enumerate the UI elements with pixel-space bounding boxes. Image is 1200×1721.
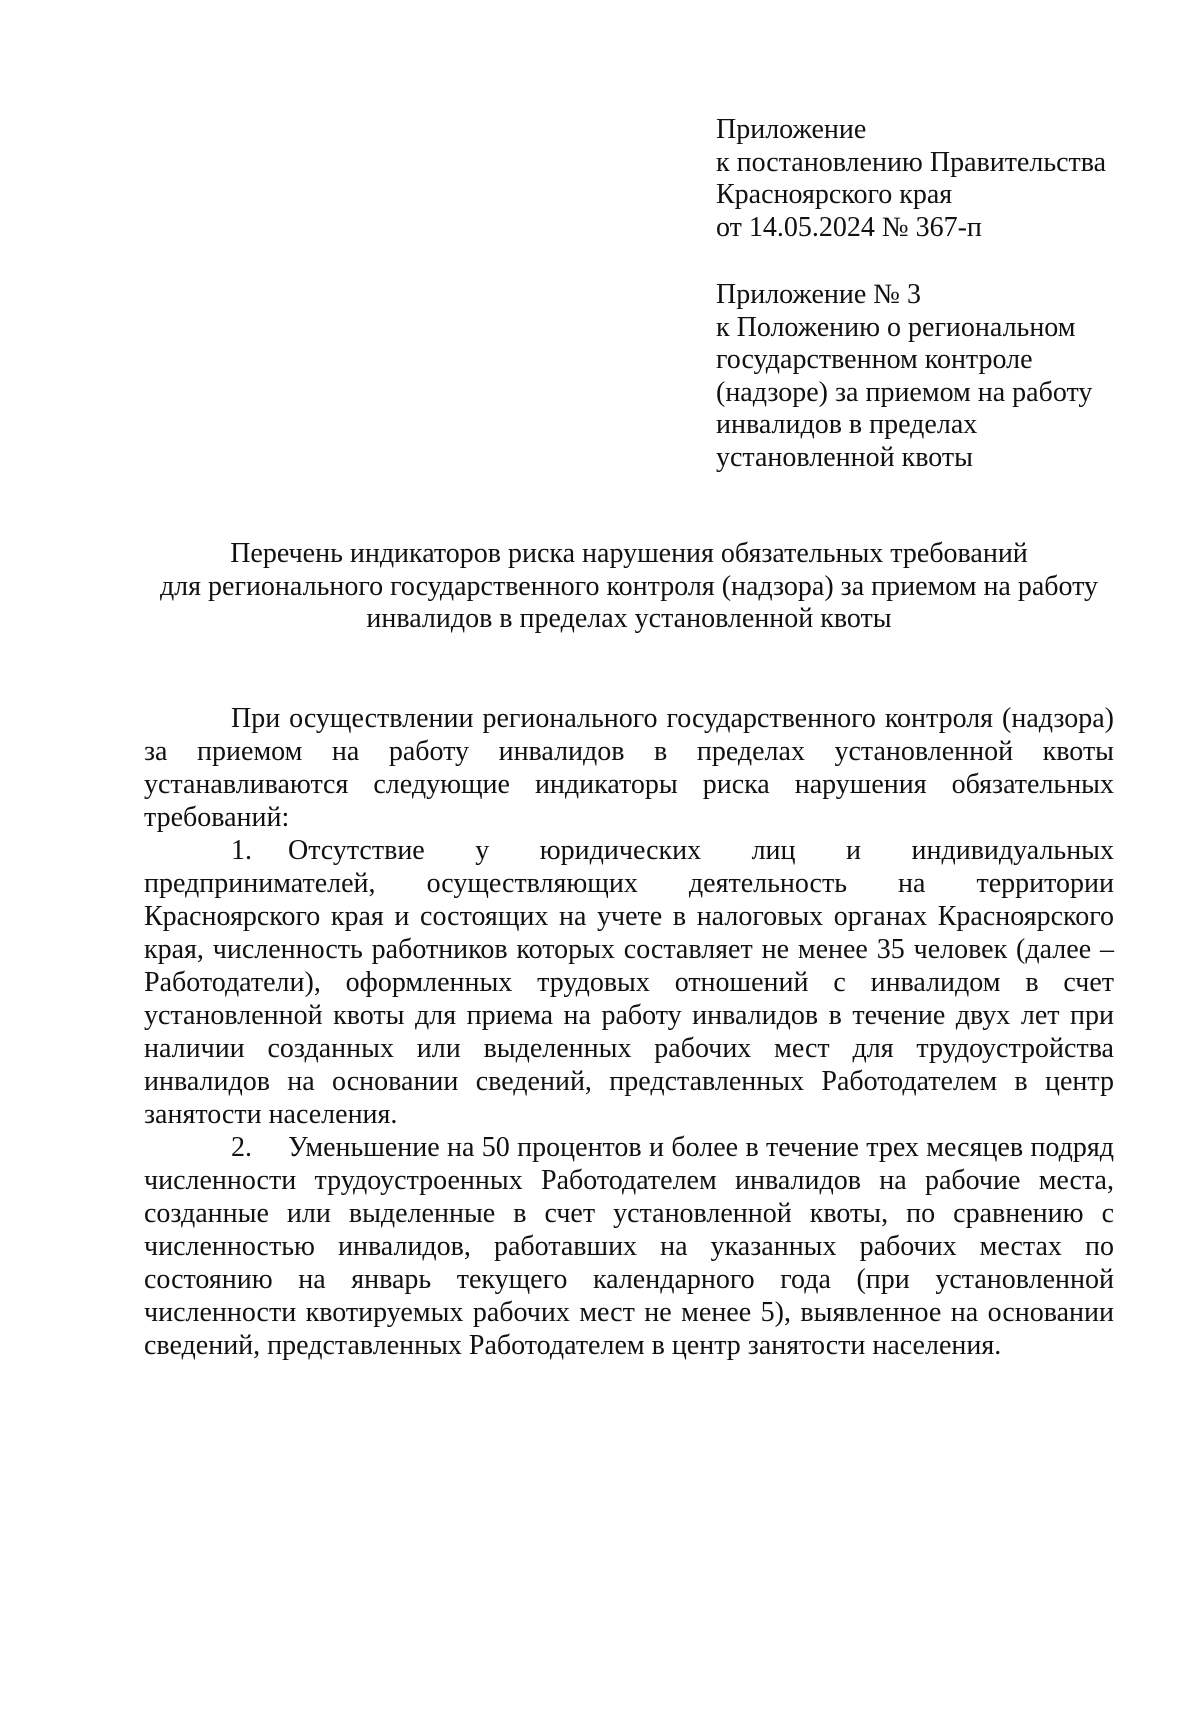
appendix-main-line-3: Красноярского края bbox=[716, 179, 953, 210]
appendix-secondary-line-3: государственном контроле bbox=[716, 344, 1033, 375]
appendix-header-main bbox=[716, 114, 1156, 244]
list-item-text: Отсутствие у юридических лиц и индивидуальных предпринимателей, осуществляющих деятельность на территории Красноярского края и состоящих на учете в налоговых органах Красноярского края, численность работников которых составляет не менее 35 человек (далее – Работодатели), оформленных трудовых отношений с инвалидом в счет установленной квоты для приема на работу инвалидов в течение двух лет при наличии созданных или выделенных рабочих мест для трудоустройства инвалидов на основании сведений, представленных Работодателем в центр занятости населения. bbox=[144, 835, 1114, 1130]
appendix-secondary-line-6: установленной квоты bbox=[716, 441, 973, 473]
list-item-2 bbox=[144, 1131, 1114, 1362]
appendix-main-line-1: Приложение bbox=[716, 114, 867, 145]
appendix-secondary-line-4: (надзоре) за приемом на работу bbox=[716, 376, 1093, 408]
appendix-secondary-line-1: Приложение № 3 bbox=[716, 279, 921, 310]
appendix-main-line-2: к постановлению Правительства bbox=[716, 146, 1107, 178]
intro-paragraph: При осуществлении регионального государственного контроля (надзора) за приемом на работу инвалидов в пределах установленной квоты устанавливаются следующие индикаторы риска нарушения обязательных требований: bbox=[144, 703, 1114, 833]
document-title bbox=[144, 538, 1114, 636]
document-body bbox=[144, 702, 1114, 1362]
appendix-header-secondary bbox=[716, 279, 1156, 474]
appendix-secondary-line-5: инвалидов в пределах bbox=[716, 409, 978, 440]
list-item-1 bbox=[144, 834, 1114, 1131]
title-line-1: Перечень индикаторов риска нарушения обязательных требований bbox=[230, 538, 1028, 569]
appendix-main-line-4: от 14.05.2024 № 367-п bbox=[716, 211, 982, 243]
title-line-2: для регионального государственного контроля (надзора) за приемом на работу bbox=[159, 570, 1099, 602]
list-item-number: 2. bbox=[231, 1132, 252, 1163]
title-line-3: инвалидов в пределах установленной квоты bbox=[366, 603, 892, 634]
appendix-secondary-line-2: к Положению о региональном bbox=[716, 311, 1076, 343]
list-item-text: Уменьшение на 50 процентов и более в течение трех месяцев подряд численности трудоустроенных Работодателем инвалидов на рабочие места, созданные или выделенные в счет установленной квоты, по сравнению с численностью инвалидов, работавших на указанных рабочих местах по состоянию на январь текущего календарного года (при установленной численности квотируемых рабочих мест не менее 5), выявленное на основании сведений, представленных Работодателем в центр занятости населения. bbox=[144, 1132, 1114, 1361]
list-item-number: 1. bbox=[231, 835, 252, 866]
